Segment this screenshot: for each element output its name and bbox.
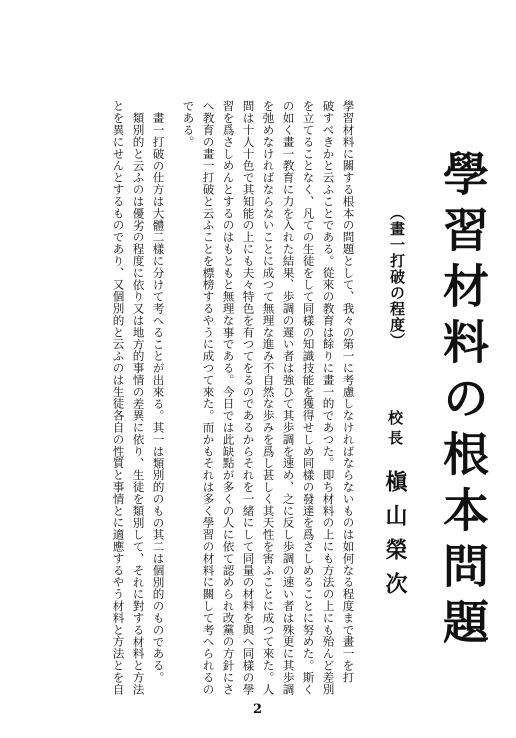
article-subtitle: （畫一打破の程度） — [388, 205, 406, 349]
body-line-9: である。 — [181, 100, 196, 148]
body-line-10: 畫一打破の仕方は大體二樣に分けて考へることが出來る。其一は類別的のもの其二は個別的のものである。 — [151, 112, 166, 684]
body-line-6: 間は十人十色で其知能の上にも夫々特色を有つてをるのであるからそれを一緒にして同量の材料を與へ同樣の學 — [241, 100, 256, 695]
body-line-5: を弛めなければならないことに成つて無理な進み不自然な歩みを爲し甚しく其天性を害ふことに成つて來た。人 — [261, 100, 276, 695]
body-line-2: 破すべきかと云ふことである。從來の教育は餘りに畫一的であつた。即ち材料の上にも方法の上にも殆んど差別 — [321, 100, 336, 695]
body-line-3: を立てることなく、凡ての生徒をして同樣の知識技能を獲得せしめ同樣の發達を爲さしめることに努めた。斯く — [301, 100, 316, 695]
article-title: 學習材料の根本問題 — [436, 150, 490, 654]
body-line-1: 學習材料に關する根本の問題として、我々の第一に考慮しなければならないものは如何なる程度まで畫一を打 — [341, 100, 356, 684]
body-line-8: へ教育の畫一打破と云ふことを標榜するやうに成つて來た。而かもそれは多く學習の材料に關して考へられるの — [201, 100, 216, 695]
page-number: 2 — [253, 702, 263, 717]
author-name: 槇山榮次 — [382, 470, 408, 606]
body-line-11: 類別的と云ふのは優劣の程度に依り又は地方的事情の差異に依り、生徒を類別して、それに對する材料と方法 — [131, 112, 146, 696]
body-line-4: の如く畫一教育に力を入れた結果、歩調の遲い者は強ひて其歩調を速め、之に反し歩調の速い者は殊更に其歩調 — [281, 100, 296, 695]
author-position: 校長 — [386, 410, 404, 450]
body-line-7: 習を爲さしめんとするのはもともと無理な事である。今日では此缺點が多くの人に依て認められ改黨の方針にさ — [221, 100, 236, 695]
body-line-12: とを異にせんとするものであり、又個別的と云ふのは生徒各自の性質と事情とに適應するやう材料と方法とを自 — [111, 100, 126, 695]
